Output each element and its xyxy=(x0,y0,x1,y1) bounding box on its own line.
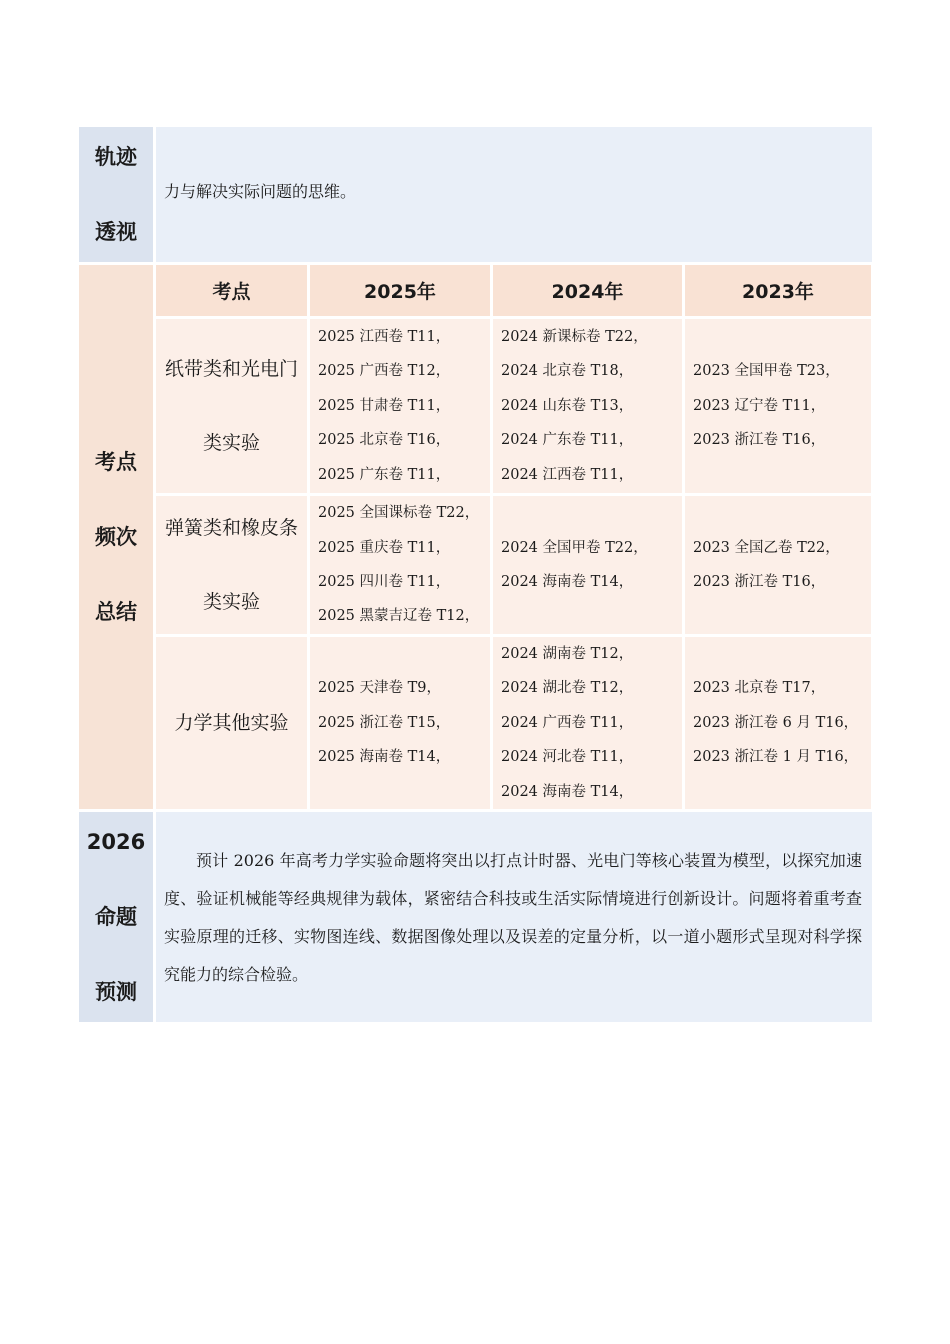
exam-item: 2025 甘肃卷 T11， xyxy=(318,397,451,414)
exam-item: 2023 浙江卷 T16， xyxy=(693,574,826,590)
exam-item: 2025 四川卷 T11， xyxy=(318,574,451,590)
header-2024: 2024年 xyxy=(493,265,682,316)
exam-item: 2025 全国课标卷 T22， xyxy=(318,505,480,522)
exam-item: 2023 浙江卷 6 月 T16， xyxy=(693,714,859,731)
topic-cell xyxy=(156,637,307,809)
topic-line: 纸带类和光电门 xyxy=(164,358,298,380)
exam-item: 2024 北京卷 T18， xyxy=(501,363,634,380)
header-2025: 2025年 xyxy=(310,265,490,316)
topic-cell xyxy=(156,496,307,634)
exam-list-y2025 xyxy=(310,496,490,634)
label-line: 透视 xyxy=(95,219,137,244)
exam-item: 2025 广东卷 T11， xyxy=(318,466,451,483)
label-line: 2026 xyxy=(86,829,146,854)
exam-item: 2023 浙江卷 1 月 T16， xyxy=(693,749,859,766)
exam-item: 2025 海南卷 T14， xyxy=(318,749,451,766)
header-2023: 2023年 xyxy=(685,265,871,316)
prediction-row xyxy=(79,812,872,1022)
exam-item: 2024 全国甲卷 T22， xyxy=(501,539,648,556)
exam-item: 2023 全国乙卷 T22， xyxy=(693,539,840,556)
label-line: 考点 xyxy=(95,449,137,474)
exam-list-y2025 xyxy=(310,637,490,809)
exam-item: 2024 海南卷 T14， xyxy=(501,574,634,590)
prediction-label xyxy=(79,812,153,1022)
exam-list-y2024 xyxy=(493,637,682,809)
topic-line: 力学其他实验 xyxy=(174,712,289,734)
exam-analysis-table xyxy=(79,127,872,1022)
exam-list-y2023 xyxy=(685,496,871,634)
label-line: 预测 xyxy=(95,979,137,1004)
frequency-grid xyxy=(156,265,872,809)
exam-item: 2025 江西卷 T11， xyxy=(318,328,451,345)
header-topic: 考点 xyxy=(156,265,307,316)
exam-item: 2025 北京卷 T16， xyxy=(318,432,451,449)
exam-item: 2023 辽宁卷 T11， xyxy=(693,397,826,414)
exam-item: 2023 全国甲卷 T23， xyxy=(693,363,840,380)
exam-item: 2025 重庆卷 T11， xyxy=(318,539,451,556)
topic-cell xyxy=(156,319,307,493)
exam-item: 2024 新课标卷 T22， xyxy=(501,328,648,345)
exam-list-y2024 xyxy=(493,319,682,493)
exam-item: 2024 海南卷 T14， xyxy=(501,783,634,800)
exam-list-y2024 xyxy=(493,496,682,634)
exam-item: 2025 黑蒙吉辽卷 T12， xyxy=(318,608,480,625)
trajectory-content xyxy=(156,127,872,262)
frequency-label xyxy=(79,265,153,809)
exam-item: 2024 广东卷 T11， xyxy=(501,432,634,449)
exam-list-y2023 xyxy=(685,319,871,493)
topic-line: 类实验 xyxy=(202,591,260,613)
exam-item: 2024 湖南卷 T12， xyxy=(501,645,634,662)
exam-item: 2023 北京卷 T17， xyxy=(693,680,826,697)
trajectory-row xyxy=(79,127,872,262)
trajectory-label xyxy=(79,127,153,262)
label-line: 命题 xyxy=(95,904,137,929)
topic-line: 类实验 xyxy=(202,432,260,454)
exam-item: 2024 河北卷 T11， xyxy=(501,749,634,766)
prediction-content xyxy=(156,812,872,1022)
exam-item: 2024 广西卷 T11， xyxy=(501,714,634,731)
exam-list-y2023 xyxy=(685,637,871,809)
label-line: 总结 xyxy=(95,599,137,624)
prediction-text: 预计 2026 年高考力学实验命题将突出以打点计时器、光电门等核心装置为模型，以探究加速度、验证机械能等经典规律为载体，紧密结合科技或生活实际情境进行创新设计。问题将着重考查实验原理的迁移、实物图连线、数据图像处理以及误差的定量分析，以一道小题形式呈现对科学探究能力的综合检验。 xyxy=(164,851,862,984)
trajectory-text: 力与解决实际问题的思维。 xyxy=(164,182,357,201)
topic-line: 弹簧类和橡皮条 xyxy=(164,517,298,539)
exam-item: 2025 广西卷 T12， xyxy=(318,363,451,380)
label-line: 频次 xyxy=(95,524,137,549)
exam-item: 2023 浙江卷 T16， xyxy=(693,432,826,449)
frequency-row xyxy=(79,265,872,809)
label-line: 轨迹 xyxy=(95,144,137,169)
exam-item: 2024 江西卷 T11， xyxy=(501,466,634,483)
exam-item: 2024 湖北卷 T12， xyxy=(501,680,634,697)
exam-item: 2024 山东卷 T13， xyxy=(501,397,634,414)
exam-item: 2025 天津卷 T9， xyxy=(318,680,442,697)
exam-list-y2025 xyxy=(310,319,490,493)
exam-item: 2025 浙江卷 T15， xyxy=(318,714,451,731)
